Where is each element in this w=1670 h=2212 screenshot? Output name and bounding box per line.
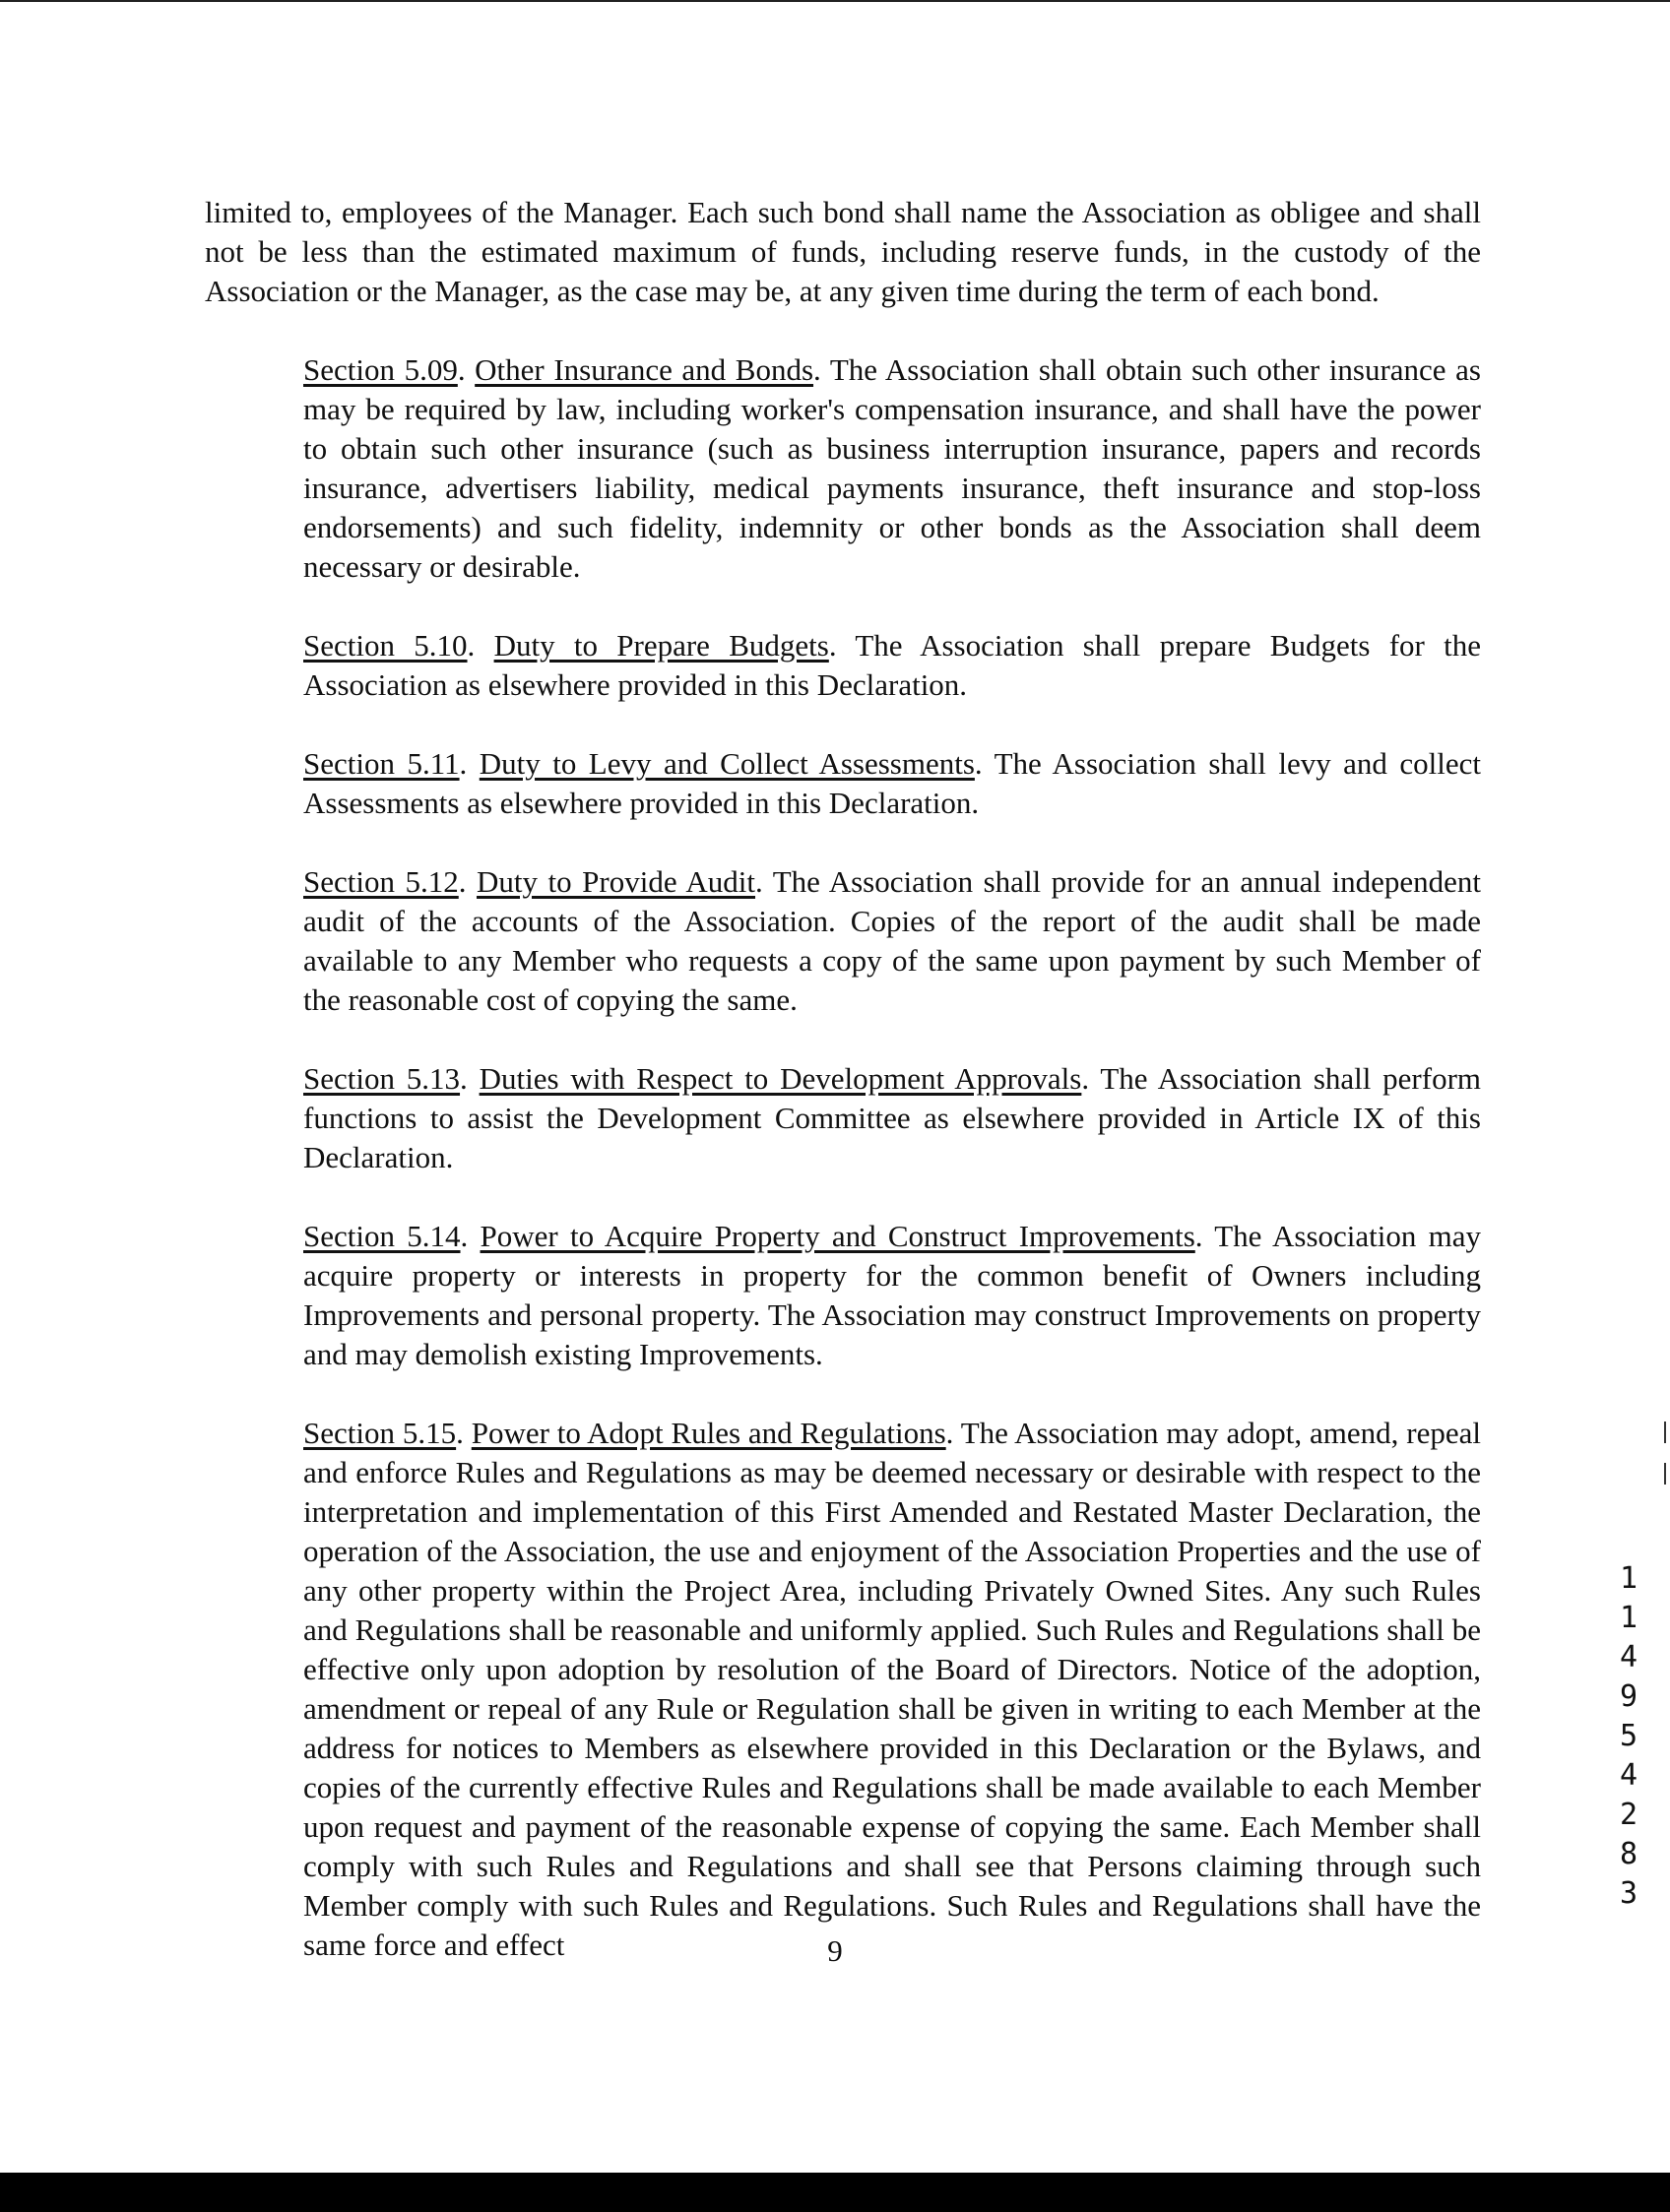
section-title: Duties with Respect to Development Approvals bbox=[479, 1061, 1082, 1096]
section-number: Section 5.15 bbox=[303, 1416, 457, 1450]
section-5-15: Section 5.15. Power to Adopt Rules and Regulations. The Association may adopt, amend, repeal and enforce Rules and Regulations as may be deemed necessary or desirable with respect to the interpretation and implementation of this First Amended and Restated Master Declaration, the operation of the Association, the use and enjoyment of the Association Properties and the use of any other property within the Project Area, including Privately Owned Sites. Any such Rules and Regulations shall be reasonable and uniformly applied. Such Rules and Regulations shall be effective only upon adoption by resolution of the Board of Directors. Notice of the adoption, amendment or repeal of any Rule or Regulation shall be given in writing to each Member at the address for notices to Members as elsewhere provided in this Declaration or the Bylaws, and copies of the currently effective Rules and Regulations shall be made available to each Member upon request and payment of the reasonable expense of copying the same. Each Member shall comply with such Rules and Regulations and shall see that Persons claiming through such Member comply with such Rules and Regulations. Such Rules and Regulations shall have the same force and effect bbox=[303, 1416, 1481, 1962]
stamp-digit: 9 bbox=[1619, 1679, 1638, 1714]
stamp-digit: 4 bbox=[1619, 1640, 1638, 1675]
document-body bbox=[205, 193, 1481, 2004]
section-title: Duty to Levy and Collect Assessments bbox=[479, 746, 975, 781]
section-body: The Association may adopt, amend, repeal and enforce Rules and Regulations as may be deemed necessary or desirable with respect to the interpretation and implementation of this First Amended and Restated Master Declaration, the operation of the Association, the use and enjoyment of the Association Properties and the use of any other property within the Project Area, including Privately Owned Sites. Any such Rules and Regulations shall be reasonable and uniformly applied. Such Rules and Regulations shall be effective only upon adoption by resolution of the Board of Directors. Notice of the adoption, amendment or repeal of any Rule or Regulation shall be given in writing to each Member at the address for notices to Members as elsewhere provided in this Declaration or the Bylaws, and copies of the currently effective Rules and Regulations shall be made available to each Member upon request and payment of the reasonable expense of copying the same. Each Member shall comply with such Rules and Regulations and shall see that Persons claiming through such Member comply with such Rules and Regulations. Such Rules and Regulations shall have the same force and effect bbox=[303, 1416, 1481, 1962]
section-5-14: Section 5.14. Power to Acquire Property and Construct Improvements. The Association may acquire property or interests in property for the common benefit of Owners including Improvements and personal property. The Association may construct Improvements on property and may demolish existing Improvements. bbox=[303, 1219, 1482, 1371]
section-number: Section 5.12 bbox=[303, 864, 459, 899]
section-body: The Association may acquire property or interests in property for the common benefit of Owners including Improvements and personal property. The Association may construct Improvements on property and may demolish existing Improvements. bbox=[303, 1219, 1482, 1371]
stamp-digit: 8 bbox=[1619, 1837, 1638, 1871]
scan-edge-mark bbox=[1664, 1422, 1666, 1443]
section-number: Section 5.11 bbox=[303, 746, 460, 781]
section-5-11: Section 5.11. Duty to Levy and Collect Assessments. The Association shall levy and collect Assessments as elsewhere provided in this Declaration. bbox=[303, 746, 1482, 820]
scan-edge-mark bbox=[1664, 1463, 1666, 1485]
recording-stamp-book bbox=[1615, 1559, 1642, 1756]
stamp-digit: 2 bbox=[1619, 1798, 1638, 1832]
continuation-paragraph: limited to, employees of the Manager. Each such bond shall name the Association as obligee and shall not be less than the estimated maximum of funds, including reserve funds, in the custody of the Association or the Manager, as the case may be, at any given time during the term of each bond. bbox=[205, 195, 1481, 308]
top-scan-edge bbox=[0, 0, 1670, 2]
section-title: Duty to Provide Audit bbox=[477, 864, 756, 899]
stamp-digit: 3 bbox=[1619, 1876, 1638, 1911]
section-5-10: Section 5.10. Duty to Prepare Budgets. The Association shall prepare Budgets for the Association as elsewhere provided in this Declaration. bbox=[303, 628, 1481, 702]
section-5-09: Section 5.09. Other Insurance and Bonds. The Association shall obtain such other insurance as may be required by law, including worker's compensation insurance, and shall have the power to obtain such other insurance (such as business interruption insurance, papers and records insurance, advertisers liability, medical payments insurance, theft insurance and stop-loss endorsements) and such fidelity, indemnity or other bonds as the Association shall deem necessary or desirable. bbox=[303, 352, 1481, 584]
section-number: Section 5.14 bbox=[303, 1219, 461, 1253]
stamp-digit: 5 bbox=[1619, 1719, 1638, 1753]
section-number: Section 5.10 bbox=[303, 628, 468, 663]
page-number: 9 bbox=[827, 1933, 843, 1968]
section-number: Section 5.13 bbox=[303, 1061, 461, 1096]
bottom-scan-edge bbox=[0, 2173, 1670, 2212]
recording-stamp-page bbox=[1615, 1756, 1642, 1914]
section-body: The Association shall provide for an annual independent audit of the accounts of the Association. Copies of the report of the audit shall be made available to any Member who requests a copy of the same upon payment by such Member of the reasonable cost of copying the same. bbox=[303, 864, 1481, 1017]
section-body: The Association shall perform functions to assist the Development Committee as elsewhere provided in Article IX of this Declaration. bbox=[303, 1061, 1482, 1174]
section-body: The Association shall prepare Budgets for the Association as elsewhere provided in this Declaration. bbox=[303, 628, 1481, 702]
section-title: Other Insurance and Bonds bbox=[475, 352, 814, 387]
section-body: The Association shall levy and collect Assessments as elsewhere provided in this Declaration. bbox=[303, 746, 1482, 820]
section-title: Duty to Prepare Budgets bbox=[493, 628, 829, 663]
section-5-13: Section 5.13. Duties with Respect to Development Approvals. The Association shall perform functions to assist the Development Committee as elsewhere provided in Article IX of this Declaration. bbox=[303, 1061, 1482, 1174]
stamp-digit: 1 bbox=[1619, 1601, 1638, 1635]
section-title: Power to Acquire Property and Construct Improvements bbox=[480, 1219, 1195, 1253]
stamp-digit: 4 bbox=[1619, 1758, 1638, 1793]
section-number: Section 5.09 bbox=[303, 352, 458, 387]
section-title: Power to Adopt Rules and Regulations bbox=[471, 1416, 946, 1450]
section-5-12: Section 5.12. Duty to Provide Audit. The Association shall provide for an annual independent audit of the accounts of the Association. Copies of the report of the audit shall be made available to any Member who requests a copy of the same upon payment by such Member of the reasonable cost of copying the same. bbox=[303, 864, 1481, 1017]
stamp-digit: 1 bbox=[1619, 1561, 1638, 1596]
section-body: The Association shall obtain such other insurance as may be required by law, including worker's compensation insurance, and shall have the power to obtain such other insurance (such as business interruption insurance, papers and records insurance, advertisers liability, medical payments insurance, theft insurance and stop-loss endorsements) and such fidelity, indemnity or other bonds as the Association shall deem necessary or desirable. bbox=[303, 352, 1481, 584]
